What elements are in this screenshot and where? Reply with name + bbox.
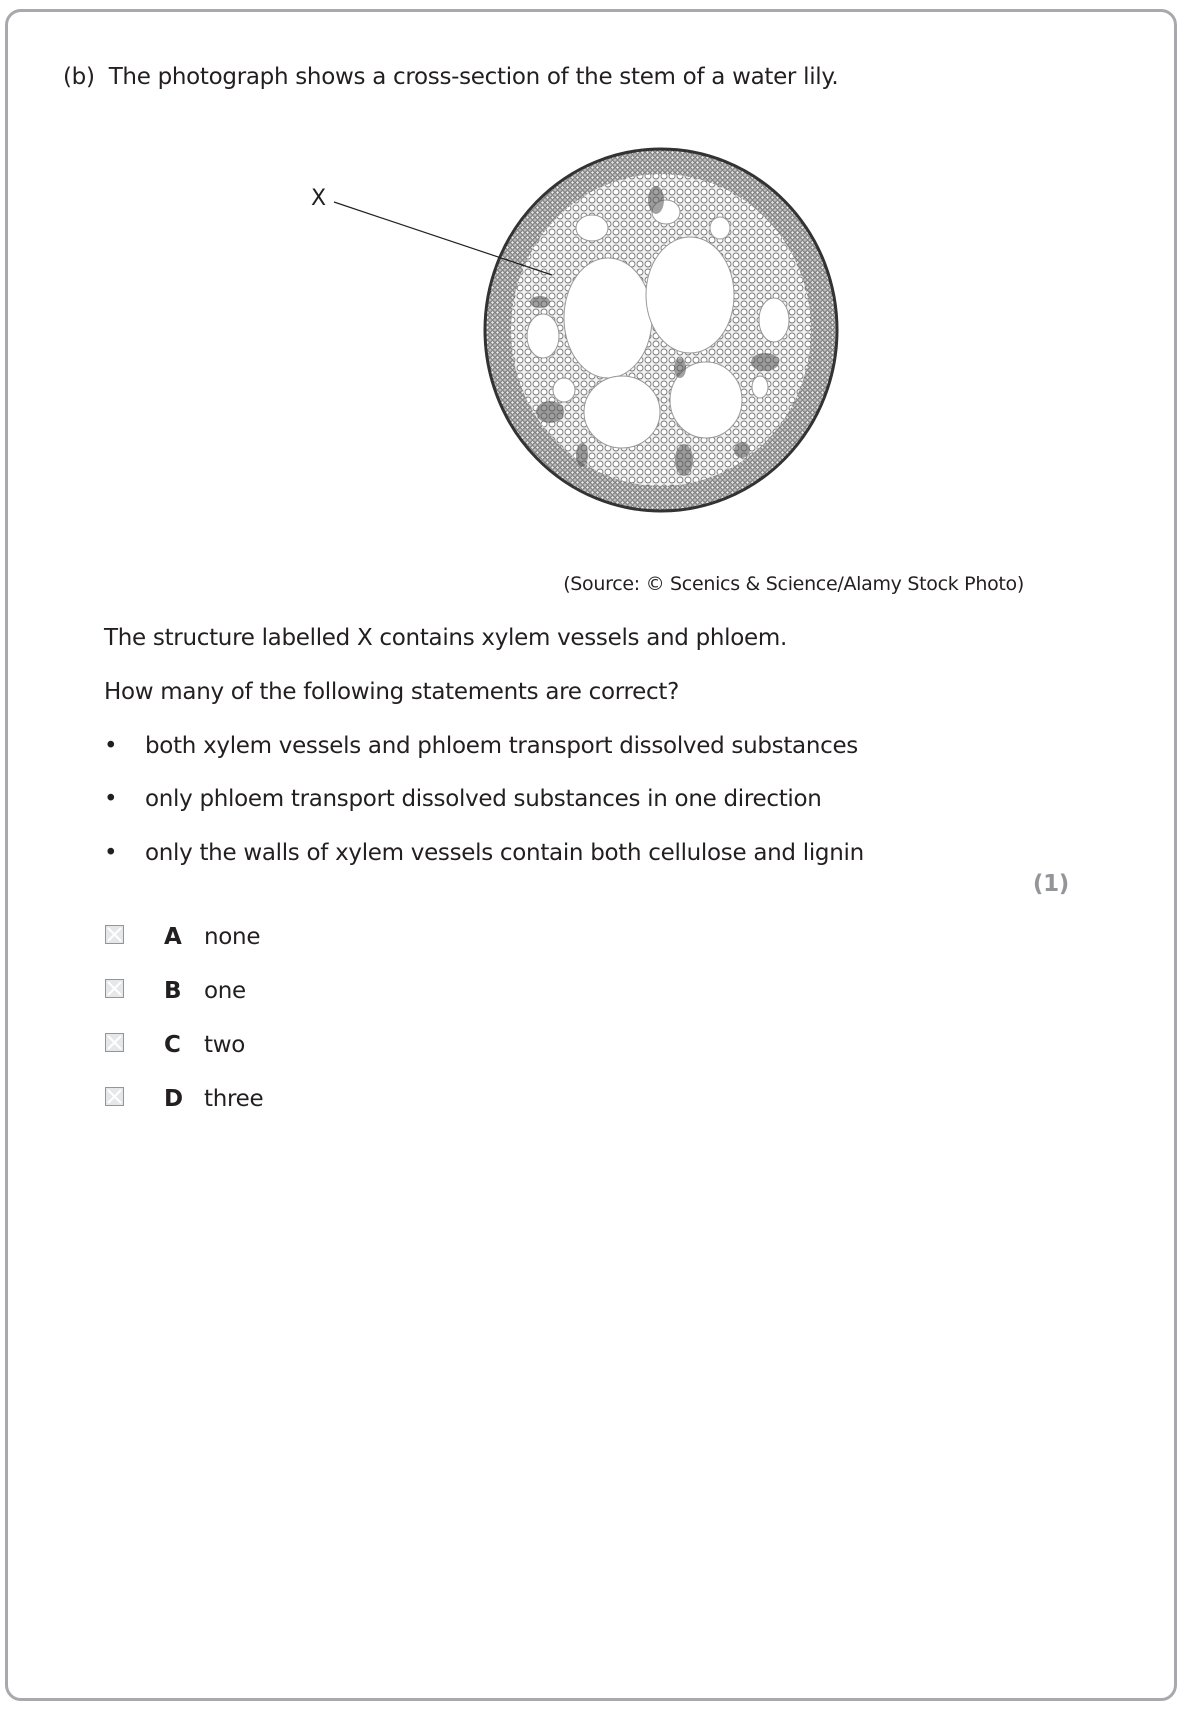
bullet-item: both xylem vessels and phloem transport dissolved substances bbox=[145, 733, 858, 759]
stem-cross-section-image bbox=[300, 140, 860, 520]
figure-label-x: X bbox=[311, 186, 326, 211]
question-intro bbox=[63, 64, 838, 90]
image-source: (Source: © Scenics & Science/Alamy Stock Photo) bbox=[563, 573, 1024, 595]
checkbox-cross-icon[interactable] bbox=[105, 925, 124, 944]
bullet-icon: • bbox=[104, 840, 118, 866]
bullet-icon: • bbox=[104, 786, 118, 812]
bullet-icon: • bbox=[104, 733, 118, 759]
checkbox-cross-icon[interactable] bbox=[105, 1087, 124, 1106]
bullet-item: only phloem transport dissolved substances in one direction bbox=[145, 786, 822, 812]
bullet-item: only the walls of xylem vessels contain both cellulose and lignin bbox=[145, 840, 864, 866]
marks-label: (1) bbox=[1032, 871, 1069, 897]
prompt-text: How many of the following statements are correct? bbox=[104, 679, 679, 705]
option-letter: D bbox=[164, 1086, 183, 1112]
checkbox-cross-icon[interactable] bbox=[105, 1033, 124, 1052]
intro-text: The photograph shows a cross-section of the stem of a water lily. bbox=[108, 64, 839, 90]
option-text: one bbox=[204, 978, 246, 1004]
option-letter: C bbox=[164, 1032, 181, 1058]
option-text: two bbox=[204, 1032, 246, 1058]
statement-text: The structure labelled X contains xylem vessels and phloem. bbox=[104, 625, 788, 651]
option-letter: B bbox=[164, 978, 182, 1004]
checkbox-cross-icon[interactable] bbox=[105, 979, 124, 998]
part-label: (b) bbox=[63, 64, 95, 90]
option-letter: A bbox=[164, 924, 182, 950]
option-text: none bbox=[204, 924, 261, 950]
option-text: three bbox=[204, 1086, 264, 1112]
